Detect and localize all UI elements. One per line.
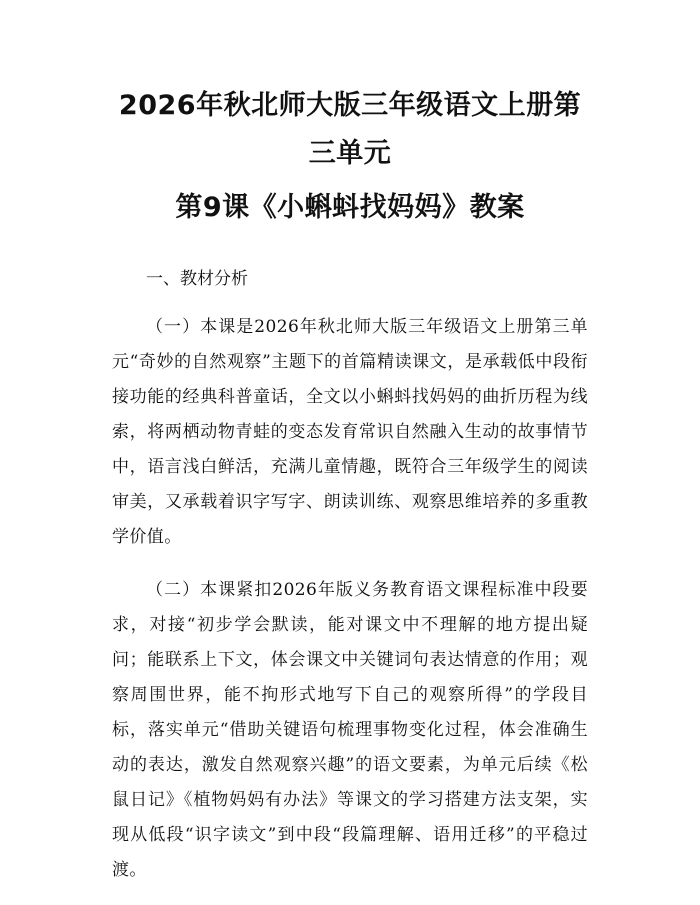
document-title-line1: 2026年秋北师大版三年级语文上册第三单元 <box>118 90 582 169</box>
section-heading-textbook-analysis: 一、教材分析 <box>146 269 248 289</box>
paragraph-2: （二）本课紧扣2026年版义务教育语文课程标准中段要求，对接“初步学会默读，能对课文中不理解的地方提出疑问；能联系上下文，体会课文中关键词句表达情意的作用；观察周围世界，能不拘形式地写下自己的观察所得”的学段目标，落实单元“借助关键语句梳理事物变化过程，体会准确生动的表达，激发自然观察兴趣”的语文要素，为单元后续《松鼠日记》《植物妈妈有办法》等课文的学习搭建方法支架，实现从低段“识字读文”到中段“段篇理解、语用迁移”的平稳过渡。 <box>112 580 588 880</box>
paragraph-1: （一）本课是2026年秋北师大版三年级语文上册第三单元“奇妙的自然观察”主题下的首篇精读课文，是承载低中段衔接功能的经典科普童话，全文以小蝌蚪找妈妈的曲折历程为线索，将两栖动物青蛙的变态发育常识自然融入生动的故事情节中，语言浅白鲜活，充满儿童情趣，既符合三年级学生的阅读审美，又承载着识字写字、朗读训练、观察思维培养的多重教学价值。 <box>112 317 588 547</box>
document-title-line2: 第9课《小蝌蚪找妈妈》教案 <box>175 192 525 223</box>
